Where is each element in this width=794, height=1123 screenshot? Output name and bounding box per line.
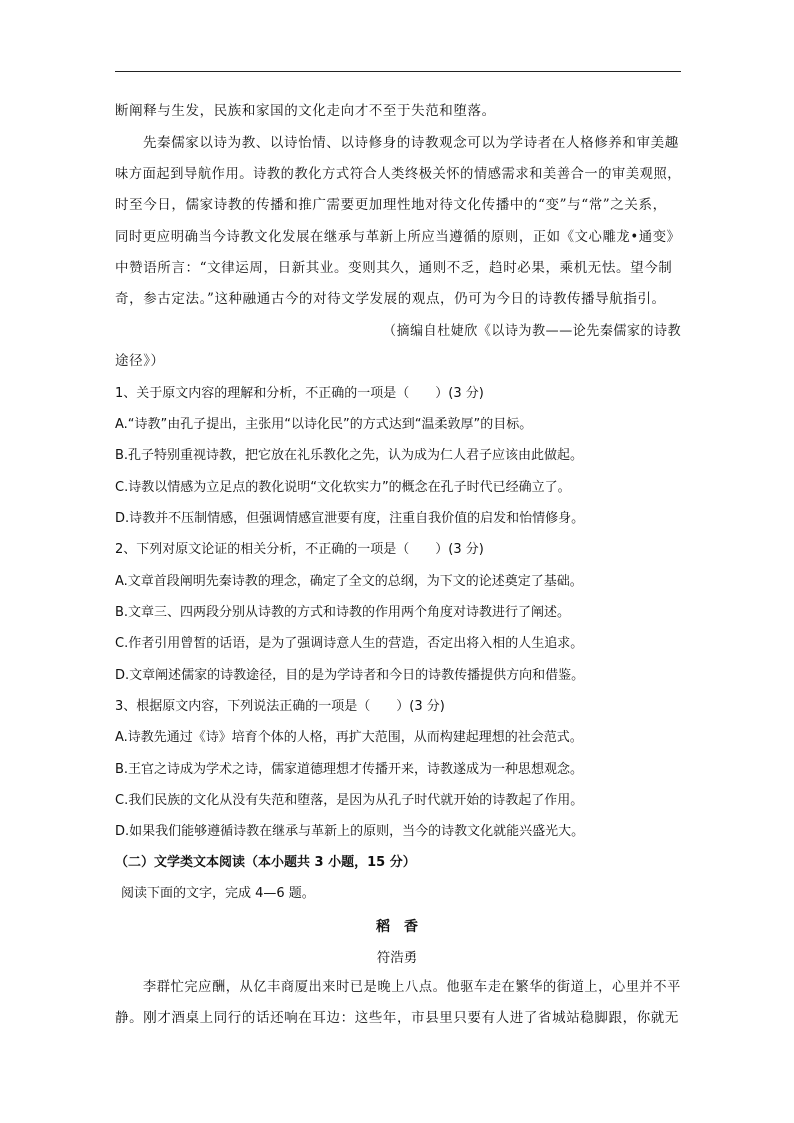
option-c: C.作者引用曾皙的话语，是为了强调诗意人生的营造，否定出将入相的人生追求。 (115, 636, 584, 651)
passage-line: 时至今日，儒家诗教的传播和推广需要更加理性地对待文化传播中的“变”与“常”之关系， (115, 197, 667, 213)
story-title: 稻 香 (376, 919, 418, 935)
option-b: B.孔子特别重视诗教，把它放在礼乐教化之先，认为成为仁人君子应该由此做起。 (115, 448, 584, 463)
option-b: B.王官之诗成为学术之诗，儒家道德理想才传播开来，诗教遂成为一种思想观念。 (115, 762, 584, 777)
passage-line: 先秦儒家以诗为教、以诗怡情、以诗修身的诗教观念可以为学诗者在人格修养和审美趣 (143, 135, 679, 151)
question-stem: 1、关于原文内容的理解和分析，不正确的一项是（ ）(3 分) (115, 386, 484, 401)
option-c: C.诗教以情感为立足点的教化说明“文化软实力”的概念在孔子时代已经确立了。 (115, 480, 571, 495)
source-citation-cont: 途径》） (115, 353, 165, 369)
story-author: 符浩勇 (376, 950, 418, 966)
header-rule (115, 71, 681, 72)
option-b: B.文章三、四两段分别从诗教的方式和诗教的作用两个角度对诗教进行了阐述。 (115, 605, 571, 620)
option-a: A.文章首段阐明先秦诗教的理念，确定了全文的总纲，为下文的论述奠定了基础。 (115, 574, 583, 589)
story-line: 静。刚才酒桌上同行的话还响在耳边：这些年，市县里只要有人进了省城站稳脚跟，你就无 (115, 1010, 679, 1026)
option-d: D.诗教并不压制情感，但强调情感宣泄要有度，注重自我价值的启发和怡情修身。 (115, 511, 585, 526)
passage-line: 味方面起到导航作用。诗教的教化方式符合人类终极关怀的情感需求和美善合一的审美观照， (115, 166, 682, 182)
option-a: A.“诗教”由孔子提出，主张用“以诗化民”的方式达到“温柔敦厚”的目标。 (115, 417, 533, 432)
passage-line: 同时更应明确当今诗教文化发展在继承与革新上所应当遵循的原则，正如《文心雕龙•通变》 (115, 229, 681, 245)
section-heading: （二）文学类文本阅读（本小题共 3 小题，15 分） (115, 855, 416, 870)
option-d: D.如果我们能够遵循诗教在继承与革新上的原则，当今的诗教文化就能兴盛光大。 (115, 824, 585, 839)
question-stem: 2、下列对原文论证的相关分析，不正确的一项是（ ）(3 分) (115, 542, 484, 557)
passage-line: 奇，参古定法。”这种融通古今的对待文学发展的观点，仍可为今日的诗教传播导航指引。 (115, 291, 666, 307)
option-d: D.文章阐述儒家的诗教途径，目的是为学诗者和今日的诗教传播提供方向和借鉴。 (115, 668, 585, 683)
question-stem: 3、根据原文内容，下列说法正确的一项是（ ）(3 分) (115, 699, 445, 714)
passage-line: 中赞语所言：“文律运周，日新其业。变则其久，通则不乏，趋时必果，乘机无怯。望今制 (115, 260, 673, 276)
story-line: 李群忙完应酬，从亿丰商厦出来时已是晚上八点。他驱车走在繁华的街道上，心里并不平 (143, 979, 681, 995)
section-instruction: 阅读下面的文字，完成 4—6 题。 (121, 886, 315, 901)
option-c: C.我们民族的文化从没有失范和堕落，是因为从孔子时代就开始的诗教起了作用。 (115, 793, 584, 808)
option-a: A.诗教先通过《诗》培育个体的人格，再扩大范围，从而构建起理想的社会范式。 (115, 730, 583, 745)
source-citation: （摘编自杜婕欣《以诗为教——论先秦儒家的诗教 (383, 323, 682, 339)
passage-line: 断阐释与生发，民族和家国的文化走向才不至于失范和堕落。 (115, 103, 496, 119)
